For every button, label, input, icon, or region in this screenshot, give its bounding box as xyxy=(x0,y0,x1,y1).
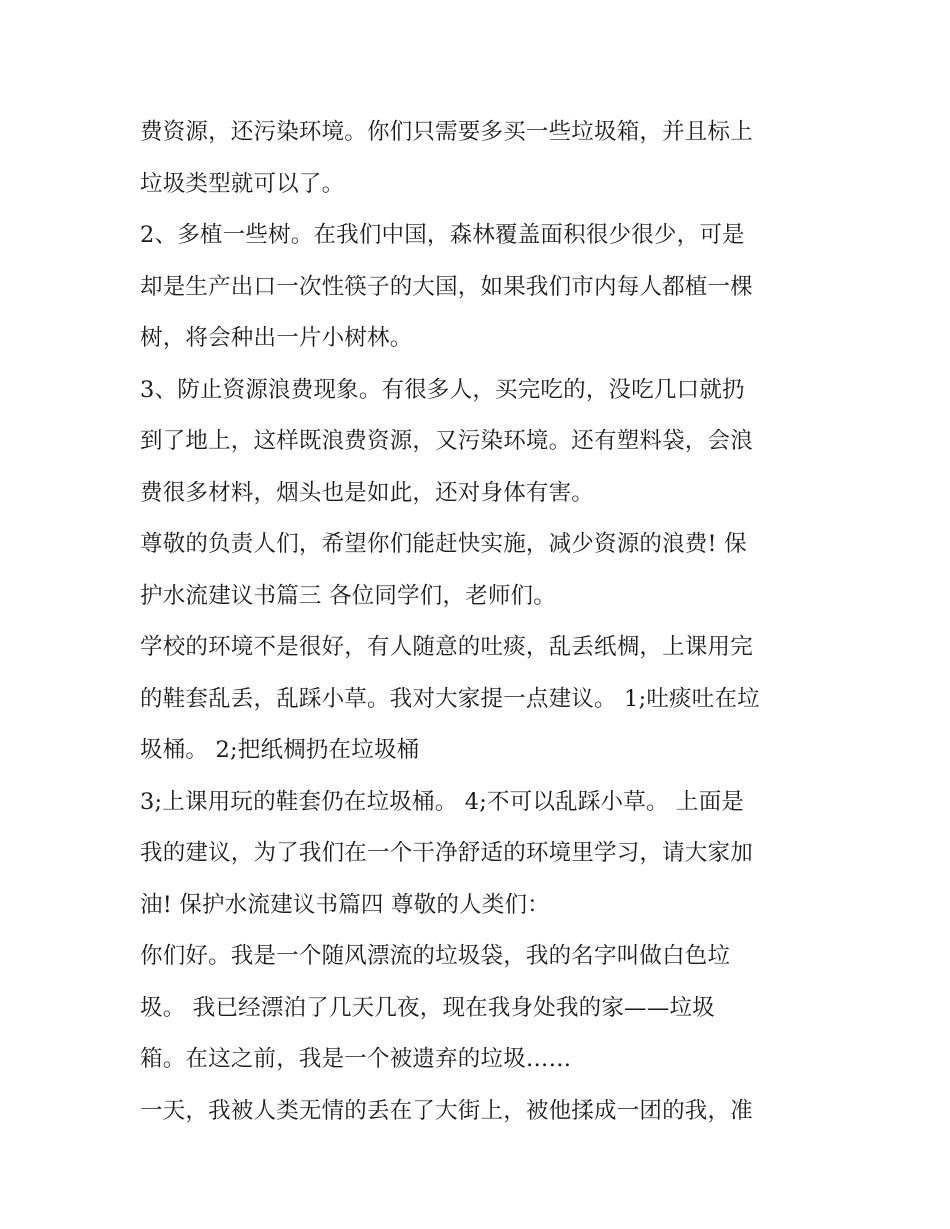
text-line: 箱。在这之前，我是一个被遗弃的垃圾…… xyxy=(140,1046,572,1072)
text-line: 到了地上，这样既浪费资源，又污染环境。还有塑料袋，会浪 xyxy=(140,428,753,454)
text-line: 油! 保护水流建议书篇四 尊敬的人类们： xyxy=(140,891,550,918)
text-line: 3、防止资源浪费现象。有很多人，买完吃的，没吃几口就扔 xyxy=(140,376,745,403)
text-line: 却是生产出口一次性筷子的大国，如果我们市内每人都植一棵 xyxy=(140,273,753,300)
text-line: 一天，我被人类无情的丢在了大街上，被他揉成一团的我，准 xyxy=(140,1097,753,1124)
text-line: 的鞋套乱丢，乱踩小草。我对大家提一点建议。 1;吐痰吐在垃 xyxy=(140,685,760,712)
text-line: 树，将会种出一片小树林。 xyxy=(140,325,413,351)
text-line: 2、多植一些树。在我们中国，森林覆盖面积很少很少，可是 xyxy=(140,222,745,248)
document-body xyxy=(140,107,830,1137)
text-line: 尊敬的负责人们，希望你们能赶快实施，减少资源的浪费! 保 xyxy=(140,531,747,557)
text-line: 垃圾类型就可以了。 xyxy=(140,170,345,197)
text-line: 费资源，还污染环境。你们只需要多买一些垃圾箱，并且标上 xyxy=(140,119,753,145)
text-line: 费很多材料，烟头也是如此，还对身体有害。 xyxy=(140,479,595,506)
text-line: 圾。 我已经漂泊了几天几夜，现在我身处我的家——垃圾 xyxy=(140,994,715,1021)
text-line: 3;上课用玩的鞋套仍在垃圾桶。 4;不可以乱踩小草。 上面是 xyxy=(140,788,745,815)
text-line: 学校的环境不是很好，有人随意的吐痰，乱丢纸椆，上课用完 xyxy=(140,634,753,660)
text-line: 圾桶。 2;把纸椆扔在垃圾桶 xyxy=(140,737,420,763)
text-line: 你们好。我是一个随风漂流的垃圾袋，我的名字叫做白色垃 xyxy=(140,943,731,969)
text-line: 我的建议，为了我们在一个干净舒适的环境里学习，请大家加 xyxy=(140,840,753,866)
text-line: 护水流建议书篇三 各位同学们，老师们。 xyxy=(140,582,556,609)
